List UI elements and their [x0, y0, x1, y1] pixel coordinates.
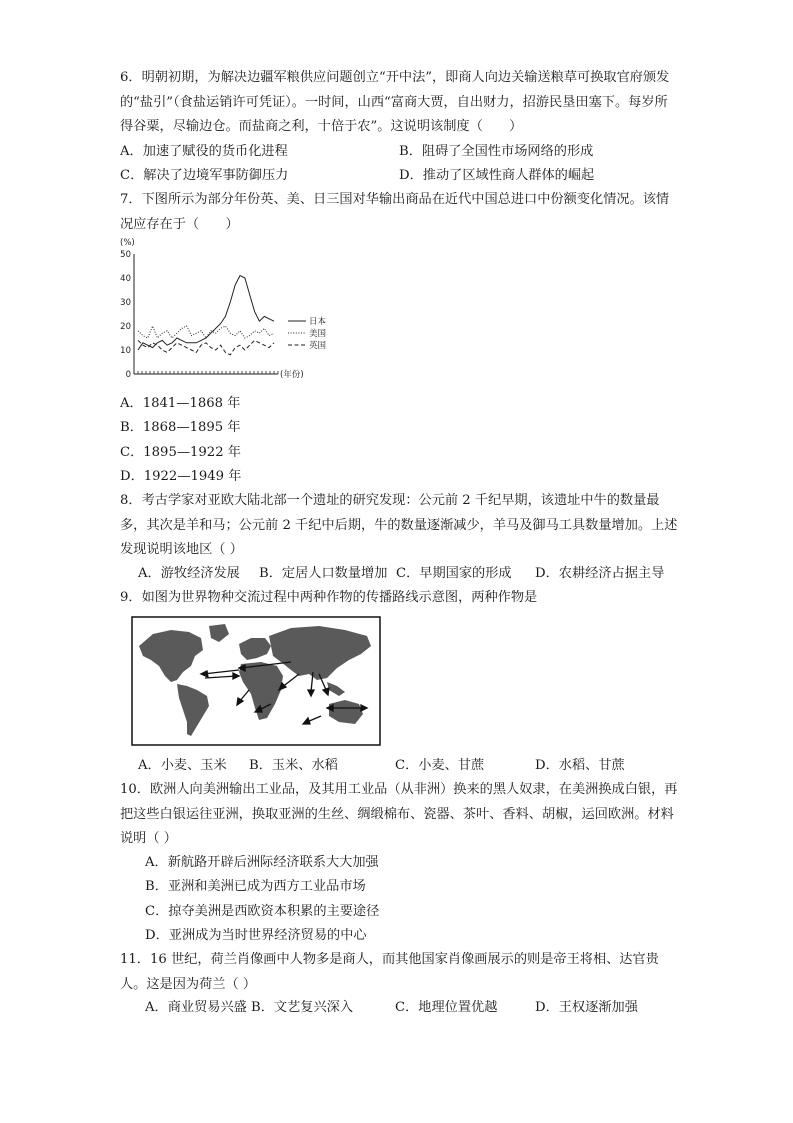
q7-line-chart: [116, 234, 336, 380]
legend-label-1: 美国: [309, 329, 327, 339]
chart-y-tick-label: 50: [120, 250, 131, 260]
q8-option-a: A．游牧经济发展: [138, 566, 240, 581]
q9-option-b: B．玉米、水稻: [249, 758, 338, 773]
q8-option-b: B．定居人口数量增加: [259, 566, 388, 581]
q6-option-d: D．推动了区域性商人群体的崛起: [399, 168, 595, 183]
q11-option-ab: A．商业贸易兴盛 B．文艺复兴深入: [145, 1000, 354, 1015]
q6-option-b: B．阻碍了全国性市场网络的形成: [399, 144, 594, 159]
q10-option-b: B．亚洲和美洲已成为西方工业品市场: [145, 879, 366, 894]
q10-option-c: C．掠夺美洲是西欧资本积累的主要途径: [145, 904, 380, 919]
q6-stem: 6．明朝初期，为解决边疆军粮供应问题创立“开中法”，即商人向边关输送粮草可换取官府颁发的“盐引”（食盐运销许可凭证）。一时间，山西“富商大贾，自出财力，招游民垦田塞下。每岁所得谷粟，尽输边仓。而盐商之利，十倍于农”。这说明该制度（ ）: [120, 70, 670, 134]
q8-stem: 8．考古学家对亚欧大陆北部一个遗址的研究发现：公元前 2 千纪早期，该遗址中牛的数量最多，其次是羊和马；公元前 2 千纪中后期，牛的数量逐渐减少，羊马及御马工具数量增加。上述发现说明该地区（ ）: [120, 493, 678, 557]
q11-stem: 11．16 世纪，荷兰肖像画中人物多是商人，而其他国家肖像画展示的则是帝王将相、达官贵人。这是因为荷兰（ ）: [120, 952, 659, 992]
chart-y-tick-label: 40: [120, 274, 131, 284]
q8-option-d: D．农耕经济占据主导: [535, 566, 665, 581]
series-line-0: [138, 276, 274, 350]
q8-options: [138, 562, 678, 586]
q9-option-a: A．小麦、玉米: [138, 758, 227, 773]
q10-stem: 10．欧洲人向美洲输出工业品，及其用工业品（从非洲）换来的黑人奴隶，在美洲换成白银，再把这些白银运往亚洲，换取亚洲的生丝、绸缎棉布、瓷器、茶叶、香料、胡椒，运回欧洲。材料说明（ ）: [120, 782, 678, 846]
chart-xlabel: (年份): [280, 370, 304, 380]
q11-options: [145, 996, 685, 1020]
chart-y-tick-label: 20: [120, 322, 131, 332]
series-line-1: [138, 326, 274, 338]
q9-world-map: [131, 616, 381, 746]
legend-label-0: 日本: [309, 317, 327, 327]
q6-option-a: A．加速了赋役的货币化进程: [120, 144, 288, 159]
q11-option-d: D．王权逐渐加强: [535, 1000, 638, 1015]
q7-option-b: B．1868—1895 年: [120, 420, 241, 435]
q9-option-d: D．水稻、甘蔗: [535, 758, 625, 773]
q6-option-c: C．解决了边境军事防御压力: [120, 168, 289, 183]
chart-ylabel: (%): [120, 238, 135, 248]
q7-option-a: A．1841—1868 年: [120, 396, 241, 411]
q10-option-d: D．亚洲成为当时世界经济贸易的中心: [145, 928, 367, 943]
q7-option-d: D．1922—1949 年: [120, 469, 242, 484]
legend-label-2: 英国: [309, 341, 327, 351]
q7-stem: 7．下图所示为部分年份英、美、日三国对华输出商品在近代中国总进口中份额变化情况。该情况应存在于（ ）: [120, 192, 670, 232]
chart-y-tick-label: 30: [120, 298, 131, 308]
q9-stem: 9．如图为世界物种交流过程中两种作物的传播路线示意图，两种作物是: [120, 590, 538, 605]
chart-y-tick-labels: [120, 250, 131, 380]
chart-y-tick-label: 10: [120, 346, 131, 356]
q8-option-c: C．早期国家的形成: [396, 566, 512, 581]
q9-options: [138, 754, 678, 778]
q7-option-c: C．1895—1922 年: [120, 445, 241, 460]
q9-option-c: C．小麦、甘蔗: [395, 758, 485, 773]
q10-option-a: A．新航路开辟后洲际经济联系大大加强: [145, 855, 379, 870]
q11-option-c: C．地理位置优越: [395, 1000, 498, 1015]
chart-legend: [288, 316, 327, 351]
chart-y-tick-label: 0: [125, 370, 131, 380]
